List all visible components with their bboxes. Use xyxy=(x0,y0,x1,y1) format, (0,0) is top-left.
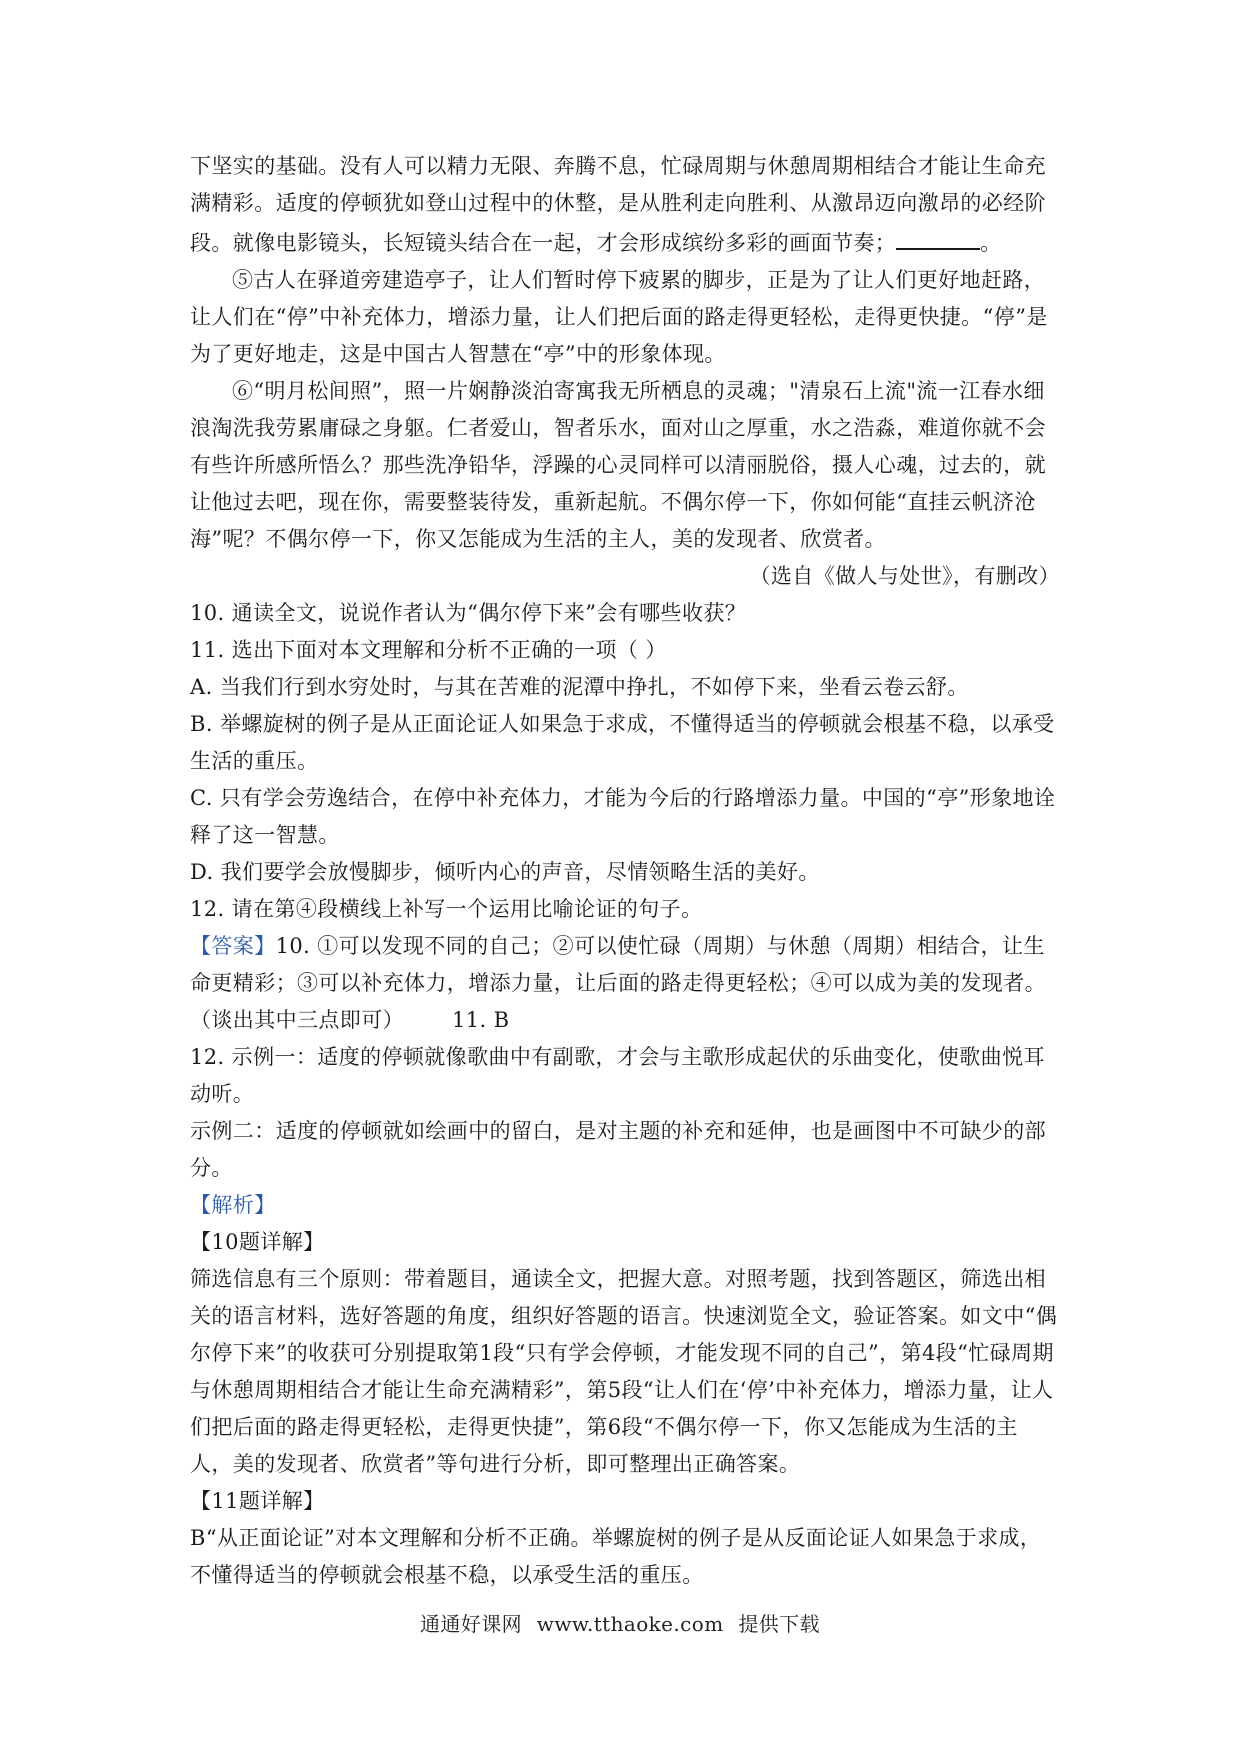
page-content xyxy=(190,148,1060,1594)
passage-paragraph-4-line-3 xyxy=(190,222,1060,262)
question-12: 12. 请在第④段横线上补写一个运用比喻论证的句子。 xyxy=(190,897,703,921)
analysis-11-text: B“从正面论证”对本文理解和分析不正确。举螺旋树的例子是从反面论证人如果急于求成，不懂得适当的停顿就会根基不稳，以承受生活的重压。 xyxy=(190,1526,1042,1587)
footer-url[interactable]: www.tthaoke.com xyxy=(536,1612,724,1636)
analysis-10-text: 筛选信息有三个原则：带着题目，通读全文，把握大意。对照考题，找到答题区，筛选出相关的语言材料，选好答题的角度，组织好答题的语言。快速浏览全文，验证答案。如文中“偶尔停下来”的收获可分别提取第1段“只有学会停顿，才能发现不同的自己”，第4段“忙碌周期与休憩周期相结合才能让生命充满精彩”，第5段“让人们在‘停’中补充体力，增添力量，让人们把后面的路走得更轻松，走得更快捷”，第6段“不偶尔停一下，你又怎能成为生活的主人，美的发现者、欣赏者”等句进行分析，即可整理出正确答案。 xyxy=(190,1267,1058,1476)
answer-10 xyxy=(190,928,1060,1002)
answer-12: 12. 示例一：适度的停顿就像歌曲中有副歌，才会与主歌形成起伏的乐曲变化，使歌曲悦耳动听。 xyxy=(190,1045,1045,1106)
passage-paragraph-4-end: 。 xyxy=(980,231,1002,255)
question-11-option-c: C. 只有学会劳逸结合，在停中补充体力，才能为今后的行路增添力量。中国的“亭”形象地诠释了这一智慧。 xyxy=(190,786,1056,847)
answer-10-note: （谈出其中三点即可） xyxy=(190,1008,404,1032)
answer-10-text: 10. ①可以发现不同的自己；②可以使忙碌（周期）与休憩（周期）相结合，让生命更精彩；③可以补充体力，增添力量，让后面的路走得更轻松；④可以成为美的发现者。 xyxy=(190,934,1046,995)
passage-paragraph-6: ⑥“明月松间照”，照一片娴静淡泊寄寓我无所栖息的灵魂；"清泉石上流"流一江春水细浪淘洗我劳累庸碌之身躯。仁者爱山，智者乐水，面对山之厚重，水之浩淼，难道你就不会有些许所感所悟么？那些洗净铅华，浮躁的心灵同样可以清丽脱俗，摄人心魂，过去的，就让他过去吧，现在你，需要整装待发，重新起航。不偶尔停一下，你如何能“直挂云帆济沧海”呢？不偶尔停一下，你又怎能成为生活的主人，美的发现者、欣赏者。 xyxy=(190,379,1046,551)
passage-paragraph-5: ⑤古人在驿道旁建造亭子，让人们暂时停下疲累的脚步，正是为了让人们更好地赶路，让人们在“停”中补充体力，增添力量，让人们把后面的路走得更轻松，走得更快捷。“停”是为了更好地走，这是中国古人智慧在“亭”中的形象体现。 xyxy=(190,268,1048,366)
footer-site-name: 通通好课网 xyxy=(420,1612,523,1636)
analysis-11-heading: 【11题详解】 xyxy=(190,1489,325,1513)
answer-10-note-line xyxy=(190,1002,1060,1039)
passage-source: （选自《做人与处世》，有删改） xyxy=(749,564,1060,588)
question-10: 10. 通读全文，说说作者认为“偶尔停下来”会有哪些收获？ xyxy=(190,601,747,625)
answer-11: 11. B xyxy=(452,1008,510,1032)
passage-paragraph-4-text: 段。就像电影镜头，长短镜头结合在一起，才会形成缤纷多彩的画面节奏； xyxy=(190,231,897,255)
answer-tag: 【答案】 xyxy=(190,934,276,958)
page-footer xyxy=(0,1608,1240,1637)
question-11: 11. 选出下面对本文理解和分析不正确的一项（ ） xyxy=(190,638,667,662)
passage-paragraph-4-line-1: 下坚实的基础。没有人可以精力无限、奔腾不息，忙碌周期与休憩周期相结合才能让生命充 xyxy=(190,154,1046,178)
analysis-tag: 【解析】 xyxy=(190,1193,276,1217)
question-11-option-d: D. 我们要学会放慢脚步，倾听内心的声音，尽情领略生活的美好。 xyxy=(190,860,820,884)
passage-paragraph-4-line-2: 满精彩。适度的停顿犹如登山过程中的休整，是从胜利走向胜利、从激昂迈向激昂的必经阶 xyxy=(190,191,1046,215)
fill-in-blank xyxy=(896,222,980,250)
question-11-option-a: A. 当我们行到水穷处时，与其在苦难的泥潭中挣扎，不如停下来，坐看云卷云舒。 xyxy=(190,675,969,699)
analysis-10-heading: 【10题详解】 xyxy=(190,1230,325,1254)
question-11-option-b: B. 举螺旋树的例子是从正面论证人如果急于求成，不懂得适当的停顿就会根基不稳，以承受生活的重压。 xyxy=(190,712,1055,773)
answer-12-example-2: 示例二：适度的停顿就如绘画中的留白，是对主题的补充和延伸，也是画图中不可缺少的部分。 xyxy=(190,1119,1046,1180)
footer-suffix: 提供下载 xyxy=(738,1612,820,1636)
